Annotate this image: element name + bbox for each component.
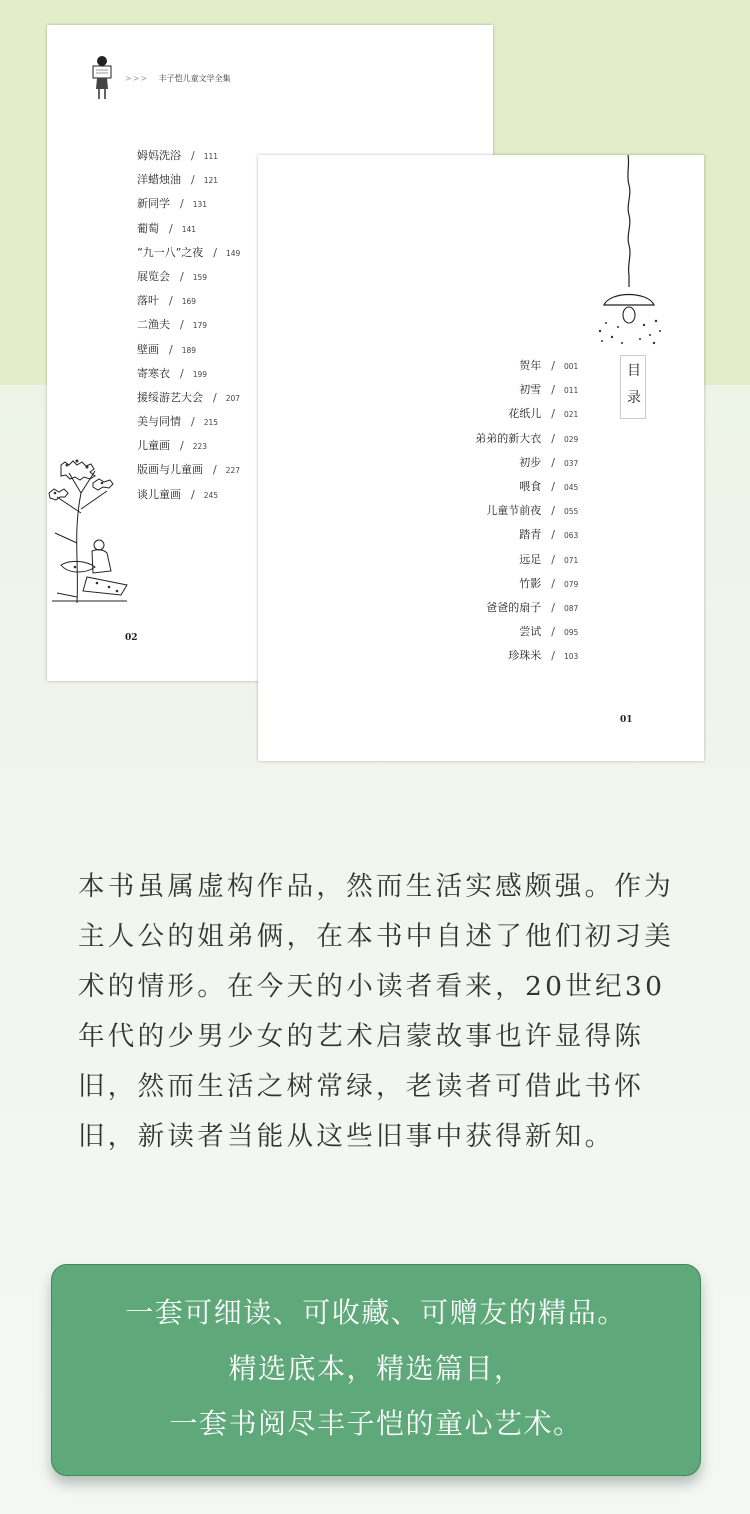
toc-entry[interactable]: [137, 391, 240, 415]
toc-title: 贺年: [519, 359, 542, 372]
toc-separator: /: [551, 528, 555, 542]
tree-figure-illustration: [47, 453, 132, 613]
toc-page: 111: [203, 152, 219, 161]
toc-title: 远足: [519, 552, 542, 566]
toc-separator: /: [180, 318, 184, 332]
toc-page: 131: [192, 200, 208, 210]
toc-page: 227: [225, 466, 241, 476]
toc-entry[interactable]: [475, 456, 582, 480]
toc-title: 珍珠米: [508, 649, 542, 663]
toc-entry[interactable]: [137, 463, 240, 487]
toc-page: 045: [564, 482, 579, 492]
toc-entry[interactable]: [137, 488, 240, 512]
toc-list-right: [475, 359, 582, 673]
toc-separator: /: [213, 245, 217, 259]
toc-separator: /: [551, 625, 555, 639]
toc-separator: /: [191, 173, 195, 187]
toc-separator: /: [551, 504, 555, 518]
toc-page: 029: [564, 434, 579, 444]
toc-list-left: [137, 149, 240, 512]
toc-page: 103: [564, 652, 579, 662]
book-description: 本书虽属虚构作品，然而生活实感颇强。作为主人公的姐弟俩，在本书中自述了他们初习美术的情形。在今天的小读者看来，20世纪30年代的少男少女的艺术启蒙故事也许显得陈旧，然而生活之树常绿，老读者可借此书怀旧，新读者当能从这些旧事中获得新知。: [78, 871, 674, 1152]
banner-line: 精选底本，精选篇目，: [228, 1352, 524, 1385]
toc-entry[interactable]: [137, 439, 240, 463]
toc-title: 弟弟的新大衣: [475, 431, 542, 445]
toc-separator: /: [551, 455, 555, 469]
toc-separator: /: [169, 294, 173, 308]
toc-separator: /: [180, 439, 184, 453]
toc-entry[interactable]: [475, 480, 582, 504]
toc-page: 037: [564, 458, 579, 468]
toc-page: 063: [564, 531, 579, 541]
toc-page: 245: [203, 490, 219, 500]
toc-entry[interactable]: [137, 415, 240, 439]
toc-entry[interactable]: [475, 528, 582, 552]
book-page-right: [258, 155, 704, 761]
toc-title: 姆妈洗浴: [137, 149, 181, 162]
page-number: 01: [620, 715, 633, 725]
toc-entry[interactable]: [475, 601, 582, 625]
banner-line: 一套书阅尽丰子恺的童心艺术。: [169, 1407, 583, 1440]
toc-separator: /: [213, 463, 217, 477]
toc-page: 055: [564, 507, 579, 517]
toc-page: 011: [564, 386, 579, 396]
toc-entry[interactable]: [137, 222, 240, 246]
toc-page: 095: [564, 628, 579, 638]
toc-title: “九一八”之夜: [137, 245, 204, 259]
toc-page: 179: [192, 321, 208, 331]
toc-title: 展览会: [137, 269, 170, 283]
toc-page: 021: [564, 410, 579, 420]
toc-entry[interactable]: [475, 577, 582, 601]
toc-page: 149: [225, 248, 241, 258]
toc-entry[interactable]: [475, 359, 582, 383]
toc-separator: /: [551, 359, 555, 372]
toc-title: 爸爸的扇子: [486, 600, 542, 614]
toc-entry[interactable]: [137, 318, 240, 342]
toc-separator: /: [551, 407, 555, 421]
toc-title: 竹影: [519, 576, 542, 590]
toc-title: 儿童画: [137, 439, 170, 453]
toc-separator: /: [169, 342, 173, 356]
toc-title: 援绥游艺大会: [137, 390, 203, 404]
toc-page: 087: [564, 603, 579, 613]
toc-separator: /: [169, 221, 173, 235]
page-number: 02: [125, 633, 138, 643]
toc-title: 寄寒衣: [137, 366, 170, 380]
toc-title: 美与同情: [137, 415, 181, 429]
toc-entry[interactable]: [475, 504, 582, 528]
toc-separator: /: [551, 576, 555, 590]
toc-entry[interactable]: [475, 383, 582, 407]
toc-separator: /: [180, 197, 184, 211]
toc-separator: /: [180, 366, 184, 380]
toc-entry[interactable]: [475, 553, 582, 577]
toc-title: 喂食: [519, 479, 542, 493]
toc-page: 215: [203, 418, 219, 428]
toc-page: 121: [203, 176, 219, 186]
toc-separator: /: [180, 269, 184, 283]
toc-entry[interactable]: [137, 173, 240, 197]
toc-page: 169: [181, 297, 197, 307]
toc-separator: /: [551, 431, 555, 445]
toc-heading-char: 目: [627, 363, 641, 379]
toc-page: 071: [564, 555, 579, 565]
toc-separator: /: [191, 487, 195, 501]
toc-entry[interactable]: [475, 407, 582, 431]
toc-title: 新同学: [137, 197, 170, 211]
toc-entry[interactable]: [137, 367, 240, 391]
hanging-lamp-illustration: [594, 155, 674, 355]
toc-separator: /: [191, 149, 195, 162]
toc-page: 189: [181, 345, 197, 355]
toc-page: 207: [225, 393, 241, 403]
toc-title: 谈儿童画: [137, 487, 181, 501]
series-header: [125, 73, 231, 84]
toc-title: 洋蜡烛油: [137, 173, 181, 187]
toc-title: 二渔夫: [137, 318, 170, 332]
toc-title: 落叶: [137, 294, 159, 308]
toc-title: 壁画: [137, 342, 159, 356]
toc-entry[interactable]: [475, 625, 582, 649]
toc-title: 儿童节前夜: [486, 504, 542, 518]
toc-separator: /: [191, 415, 195, 429]
toc-page: 223: [192, 442, 208, 452]
toc-page: 079: [564, 579, 579, 589]
toc-page: 141: [181, 224, 197, 234]
toc-entry[interactable]: [137, 343, 240, 367]
toc-title: 葡萄: [137, 221, 159, 235]
toc-separator: /: [551, 649, 555, 663]
banner-line: 一套可细读、可收藏、可赠友的精品。: [125, 1296, 627, 1329]
toc-page: 199: [192, 369, 208, 379]
toc-title: 踏青: [519, 528, 542, 542]
toc-heading-char: 录: [627, 390, 641, 406]
toc-title: 初步: [519, 455, 542, 469]
toc-separator: /: [551, 600, 555, 614]
toc-entry[interactable]: [475, 649, 582, 673]
toc-entry[interactable]: [137, 197, 240, 221]
toc-entry[interactable]: [475, 432, 582, 456]
toc-entry[interactable]: [137, 270, 240, 294]
toc-entry[interactable]: [137, 294, 240, 318]
toc-entry[interactable]: [137, 149, 240, 173]
toc-title: 初雪: [519, 383, 542, 397]
toc-separator: /: [551, 552, 555, 566]
toc-entry[interactable]: [137, 246, 240, 270]
reading-girl-illustration: [91, 55, 113, 101]
toc-page: 001: [564, 362, 579, 371]
toc-page: 159: [192, 272, 208, 282]
toc-title: 尝试: [519, 625, 542, 639]
series-title: 丰子恺儿童文学全集: [158, 74, 231, 83]
toc-title: 花纸儿: [508, 407, 542, 421]
series-arrows: >>>: [125, 74, 149, 83]
toc-separator: /: [551, 479, 555, 493]
highlight-banner: [51, 1264, 701, 1476]
toc-separator: /: [551, 383, 555, 397]
toc-separator: /: [213, 390, 217, 404]
toc-title: 版画与儿童画: [137, 463, 203, 477]
